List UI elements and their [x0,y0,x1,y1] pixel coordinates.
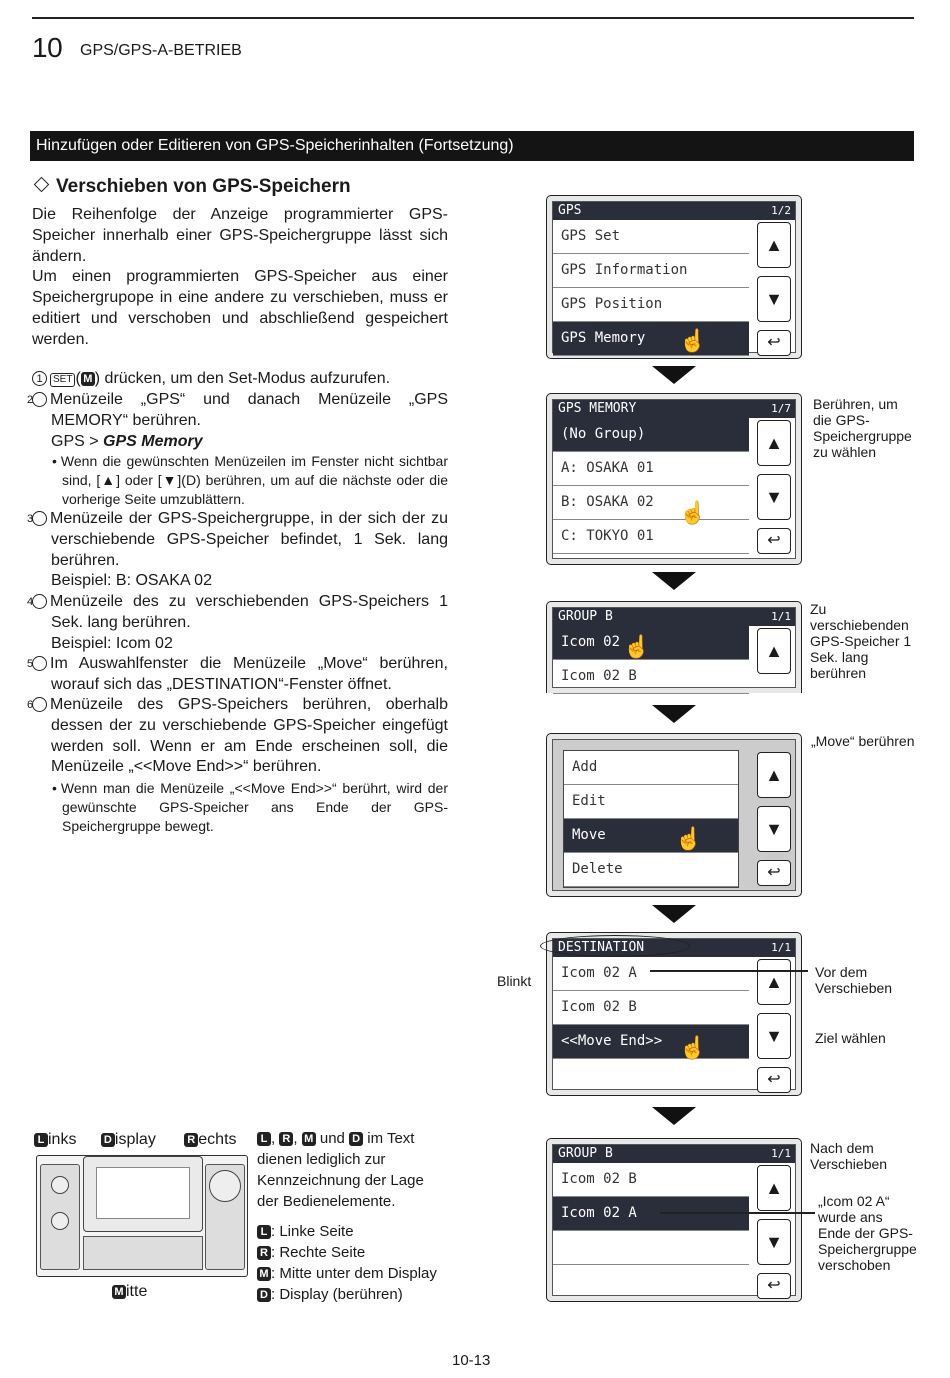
legend-labels: L inks D isplay R echts [34,1131,237,1149]
up-button[interactable]: ▲ [757,628,791,674]
note-select-target: Ziel wählen [815,1030,886,1046]
dial-icon [209,1170,241,1202]
popup-item-move[interactable]: Move [564,819,738,853]
note-touch-move: „Move“ berühren [811,733,915,749]
note-moved-to-end: „Icom 02 A“ wurde ans Ende der GPS-Speichergruppe verschoben [818,1193,917,1273]
step-2: 2 Menüzeile „GPS“ und danach Menüzeile „GPS MEMORY“ berühren. GPS > GPS Memory [32,390,448,452]
step-6-bullet: • Wenn man die Menüzeile „<<Move End>>“ berührt, wird der gewünschte GPS-Speicher ans Ende der GPS-Speichergruppe bewegt. [52,780,448,834]
group-row[interactable]: B: OSAKA 02 [553,486,749,520]
down-button[interactable]: ▼ [757,276,791,322]
up-button[interactable]: ▲ [757,420,791,466]
flow-arrow-icon [652,572,696,590]
note-before-move: Vor dem Verschieben [815,964,893,996]
flow-arrow-icon [652,366,696,384]
return-button[interactable]: ↩ [757,1067,791,1093]
screen-destination: DESTINATION 1/1 Icom 02 A Icom 02 B <<Move End>> ▲ ▼ ↩ ☝ [546,932,802,1096]
down-button[interactable]: ▼ [757,1013,791,1059]
memory-row[interactable]: Icom 02 [553,626,749,660]
step-6: 6 Menüzeile des GPS-Speichers berühren, oberhalb dessen der zu verschiebende GPS-Speicher eingefügt werden soll. Wenn er am Ende erscheinen soll, die Menüzeile „<<Move End>>“ berühren. [26,696,448,776]
destination-row-move-end[interactable]: <<Move End>> [553,1025,749,1059]
destination-row[interactable]: Icom 02 B [553,991,749,1025]
down-button[interactable]: ▼ [757,1219,791,1265]
note-blinks: Blinkt [497,973,532,989]
destination-row[interactable] [553,1059,749,1093]
intro-text: Die Reihenfolge der Anzeige programmierter GPS-Speicher innerhalb einer GPS-Speichergruppe lässt sich ändern. Um einen programmierten GPS-Speicher aus einer Speichergrupope in eine andere zu verschieben, muss er editiert und verschoben und abschließend gespeichert werden. [32,206,448,348]
note-select-group: Berühren, um die GPS-Speichergruppe zu wählen [813,396,912,460]
screen-gps-memory: GPS MEMORY 1/7 (No Group) A: OSAKA 01 B: OSAKA 02 C: TOKYO 01 ▲ ▼ ↩ ☝ [546,393,802,565]
step-4: 4 Menüzeile des zu verschiebenden GPS-Speichers 1 Sek. lang berühren. Beispiel: Icom 02 [26,593,448,652]
chapter-number: 10 [32,32,63,63]
section-banner: Hinzufügen oder Editieren von GPS-Speicherinhalten (Fortsetzung) [30,131,914,161]
step-1: 1 SET ( M ) drücken, um den Set-Modus aufzurufen. [32,369,448,390]
down-button[interactable]: ▼ [757,806,791,852]
menu-row[interactable]: GPS Position [553,288,749,322]
return-button[interactable]: ↩ [757,860,791,886]
knob-icon [51,1176,69,1194]
blink-highlight-ellipse [540,935,690,957]
destination-row[interactable]: Icom 02 A [553,957,749,991]
center-buttons [83,1236,203,1270]
hand-pointer-icon: ☝ [679,500,707,525]
memory-row-moved[interactable]: Icom 02 A [553,1197,749,1231]
note-select-memory: Zu verschiebenden GPS-Speicher 1 Sek. lang berühren [810,601,912,681]
chapter-title: GPS/GPS-A-BETRIEB [80,42,242,59]
section-heading: Verschieben von GPS-Speichern [32,176,351,198]
pointer-line [650,970,808,972]
group-row[interactable]: A: OSAKA 01 [553,452,749,486]
step-3: 3 Menüzeile der GPS-Speichergruppe, in der sich der zu verschiebende GPS-Speicher befindet, 1 Sek. lang berühren. Beispiel: B: OSAKA 02 [26,510,448,590]
legend-list: L : Linke Seite R : Rechte Seite M : Mitte unter dem Display D : Display (berühren) [257,1221,437,1305]
legend-mitte: M itte [112,1283,147,1301]
screen-gps-menu [546,195,802,359]
flow-arrow-icon [652,1107,696,1125]
hand-pointer-icon: ☝ [679,1035,707,1060]
note-after-move: Nach dem Verschieben [810,1140,888,1172]
menu-row-selected[interactable]: GPS Memory [553,322,749,356]
popup-item-add[interactable]: Add [564,751,738,785]
hand-pointer-icon: ☝ [679,328,707,353]
diamond-icon [34,177,50,193]
up-button[interactable]: ▲ [757,1165,791,1211]
menu-path: GPS > GPS Memory [51,432,203,450]
memory-row[interactable] [553,1265,749,1299]
return-button[interactable]: ↩ [757,1273,791,1299]
flow-arrow-icon [652,905,696,923]
up-button[interactable]: ▲ [757,222,791,268]
up-button[interactable]: ▲ [757,752,791,798]
radio-front-panel [36,1155,248,1277]
group-row[interactable]: C: TOKYO 01 [553,520,749,554]
set-key: SET [50,373,75,387]
popup-item-delete[interactable]: Delete [564,853,738,887]
legend-description: L , R , M und D im Text dienen lediglich zur Kennzeichnung der Lage der Bedienelemente. [257,1130,424,1210]
screen-group-b-after: GROUP B 1/1 Icom 02 B Icom 02 A ▲ ▼ ↩ [546,1138,802,1302]
menu-row[interactable]: GPS Information [553,254,749,288]
hand-pointer-icon: ☝ [675,826,703,851]
top-rule [32,17,914,19]
display-frame [83,1156,203,1232]
screen-popup-menu [546,733,802,897]
down-button[interactable]: ▼ [757,474,791,520]
flow-arrow-icon [652,705,696,723]
return-button[interactable]: ↩ [757,528,791,554]
screen-group-b: GROUP B 1/1 Icom 02 Icom 02 B ▲ ☝ [546,601,802,693]
pointer-line [660,1212,815,1214]
step-2-bullet: • Wenn die gewünschten Menüzeilen im Fenster nicht sichtbar sind, [▲] oder [▼](D) berühren, um auf die nächste oder die vorherige Seite umzublättern. [52,453,448,507]
page-number: 10-13 [452,1352,491,1369]
knob-icon [51,1212,69,1230]
menu-row[interactable]: GPS Set [553,220,749,254]
m-key: M [81,372,95,386]
group-row[interactable]: (No Group) [553,418,749,452]
up-button[interactable]: ▲ [757,959,791,1005]
screen-title-bar: GPS 1/2 [553,202,795,220]
return-button[interactable]: ↩ [757,330,791,356]
memory-row[interactable]: Icom 02 B [553,660,749,694]
step-5: 5 Im Auswahlfenster die Menüzeile „Move“ berühren, worauf sich das „DESTINATION“-Fenster öffnet. [26,655,448,693]
hand-pointer-icon: ☝ [623,634,651,659]
memory-row[interactable]: Icom 02 B [553,1163,749,1197]
popup-item-edit[interactable]: Edit [564,785,738,819]
memory-row[interactable] [553,1231,749,1265]
